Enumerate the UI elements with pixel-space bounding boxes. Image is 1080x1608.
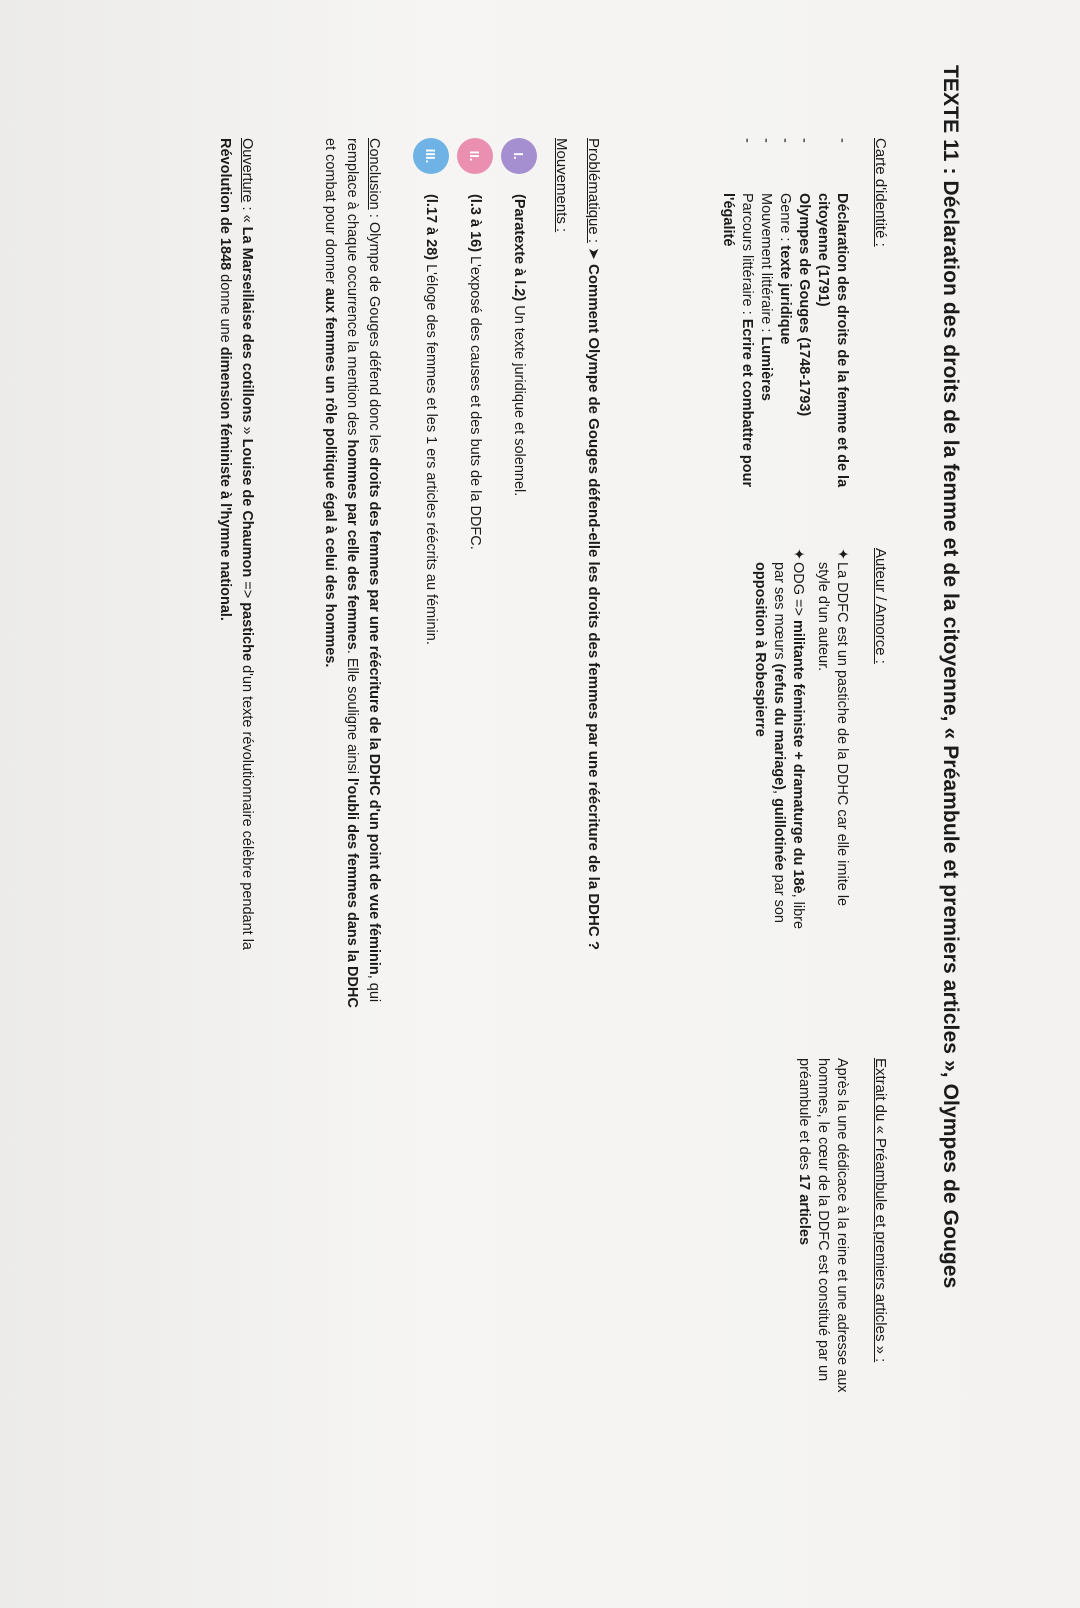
- ouverture-b2: Louise de Chaumon: [239, 438, 255, 578]
- parcours-value: Ecrire et combattre pour l'égalité: [720, 193, 755, 488]
- author-text-2e: ,: [771, 790, 787, 799]
- numeral-badge: II.: [457, 138, 493, 174]
- conclusion-b3: l'oubli des femmes dans la DDHC: [344, 777, 360, 1008]
- ouverture-t3: =>: [239, 577, 255, 603]
- conclusion-t2: , qui remplace à chaque occurrence la mention des: [344, 138, 382, 1003]
- ouverture-label: Ouverture: [239, 138, 255, 203]
- bullet-dash: -: [796, 138, 812, 143]
- ouverture-b5: dimension féministe à l'hymne national.: [217, 346, 233, 621]
- page-title: TEXTE 11 : Déclaration des droits de la femme et de la citoyenne, « Préambule et premiers articles », Olympes de Gouges: [939, 65, 962, 1289]
- author-point-2: [750, 548, 807, 938]
- conclusion-t1: : Olympe de Gouges défend donc les: [366, 209, 382, 458]
- mouvement-range: (l.17 à 28): [423, 194, 439, 261]
- ouverture-b4: Révolution de 1848: [217, 138, 233, 271]
- movement-label: Mouvement littéraire :: [758, 193, 774, 337]
- author-text-2a: ODG =>: [790, 562, 806, 621]
- author-text-2f: guillotinée: [771, 798, 787, 871]
- genre-label: Genre :: [777, 193, 793, 246]
- ouverture-t4: d'un texte révolutionnaire célèbre pendant la: [239, 661, 255, 950]
- author-text-2c: , libre par ses mœurs: [771, 562, 806, 930]
- mouvement-item-1: [501, 138, 537, 496]
- identity-heading: Carte d'identité :: [872, 138, 889, 247]
- movement-value: Lumières: [758, 336, 774, 401]
- identity-item-movement: [756, 138, 775, 498]
- extract-text: [794, 1058, 851, 1438]
- conclusion: [319, 138, 385, 1008]
- identity-item-parcours: [718, 138, 756, 498]
- mouvement-item-3: [413, 138, 449, 645]
- ouverture: [214, 138, 258, 1008]
- mouvement-text: L'exposé des causes et des buts de la DDFC.: [467, 252, 483, 550]
- ouverture-t1: : «: [239, 202, 255, 227]
- parcours-label: Parcours littéraire :: [739, 193, 755, 319]
- conclusion-b4: aux femmes un rôle politique égal à celui des hommes.: [322, 287, 338, 668]
- arrow-icon: ➤: [585, 247, 602, 260]
- ouverture-t2: »: [239, 422, 255, 439]
- author-text-2d: (refus du mariage): [771, 663, 787, 791]
- extract-text-a: Après la une dédicace à la reine et une adresse aux hommes, le cœur de la DDFC est constitué par un préambule et des: [796, 1058, 850, 1393]
- problematique-label: Problématique :: [585, 138, 602, 244]
- mouvement-text: L'éloge des femmes et les 1 ers articles réécrits au féminin.: [423, 260, 439, 645]
- author-section: [744, 548, 890, 938]
- extract-heading: Extrait du « Préambule et premiers articles » :: [872, 1058, 889, 1363]
- bullet-dash: -: [758, 138, 774, 143]
- mouvement-item-2: [457, 138, 493, 550]
- author-text-1: La DDFC est un pastiche de la DDHC car elle imite le style d'un auteur.: [815, 562, 850, 907]
- bullet-dash: -: [777, 138, 793, 143]
- author-text-2g: par son: [771, 870, 787, 923]
- identity-item-genre: [775, 138, 794, 498]
- bullet-dash: -: [834, 138, 850, 143]
- conclusion-b2: hommes par celle des femmes: [344, 439, 360, 650]
- mouvement-range: (Paratexte à l.2): [511, 194, 527, 302]
- conclusion-b1: droits des femmes par une réécriture de la DDHC d'un point de vue féminin: [366, 457, 382, 975]
- problematique: [585, 138, 603, 950]
- identity-author: Olympes de Gouges (1748-1793): [796, 193, 812, 417]
- author-text-2: [750, 562, 807, 938]
- author-point-1: [813, 548, 851, 938]
- conclusion-t3: . Elle souligne ainsi: [344, 649, 360, 778]
- mouvement-range: (l.3 à 16): [467, 194, 483, 253]
- bullet-dash: -: [739, 138, 755, 143]
- star-icon: ✦: [834, 548, 850, 561]
- genre-value: texte juridique: [777, 245, 793, 345]
- conclusion-t4: et combat pour donner: [322, 138, 338, 288]
- identity-card: [718, 138, 890, 498]
- extract-section: [794, 1058, 890, 1438]
- author-text-2b: militante féministe + dramaturge du 18è: [790, 620, 806, 894]
- mouvements-heading: Mouvements :: [553, 138, 570, 233]
- author-heading: Auteur / Amorce :: [872, 548, 889, 664]
- author-text-2h: opposition à Robespierre: [752, 562, 768, 737]
- star-icon: ✦: [790, 548, 806, 561]
- ouverture-t5: donne une: [217, 270, 233, 347]
- problematique-question: Comment Olympe de Gouges défend-elle les droits des femmes par une réécriture de la DDHC ?: [585, 263, 602, 950]
- identity-list: [718, 138, 851, 498]
- ouverture-b3: pastiche: [239, 602, 255, 662]
- conclusion-label: Conclusion: [366, 138, 382, 210]
- ouverture-b1: La Marseillaise des cotillons: [239, 226, 255, 423]
- identity-work: Déclaration des droits de la femme et de la citoyenne (1791): [815, 193, 850, 488]
- numeral-badge: III.: [413, 138, 449, 174]
- identity-item-work: [813, 138, 851, 498]
- numeral-badge: I.: [501, 138, 537, 174]
- identity-item-author: [794, 138, 813, 498]
- mouvement-text: Un texte juridique et solennel.: [511, 301, 527, 497]
- extract-text-b: 17 articles: [796, 1174, 812, 1246]
